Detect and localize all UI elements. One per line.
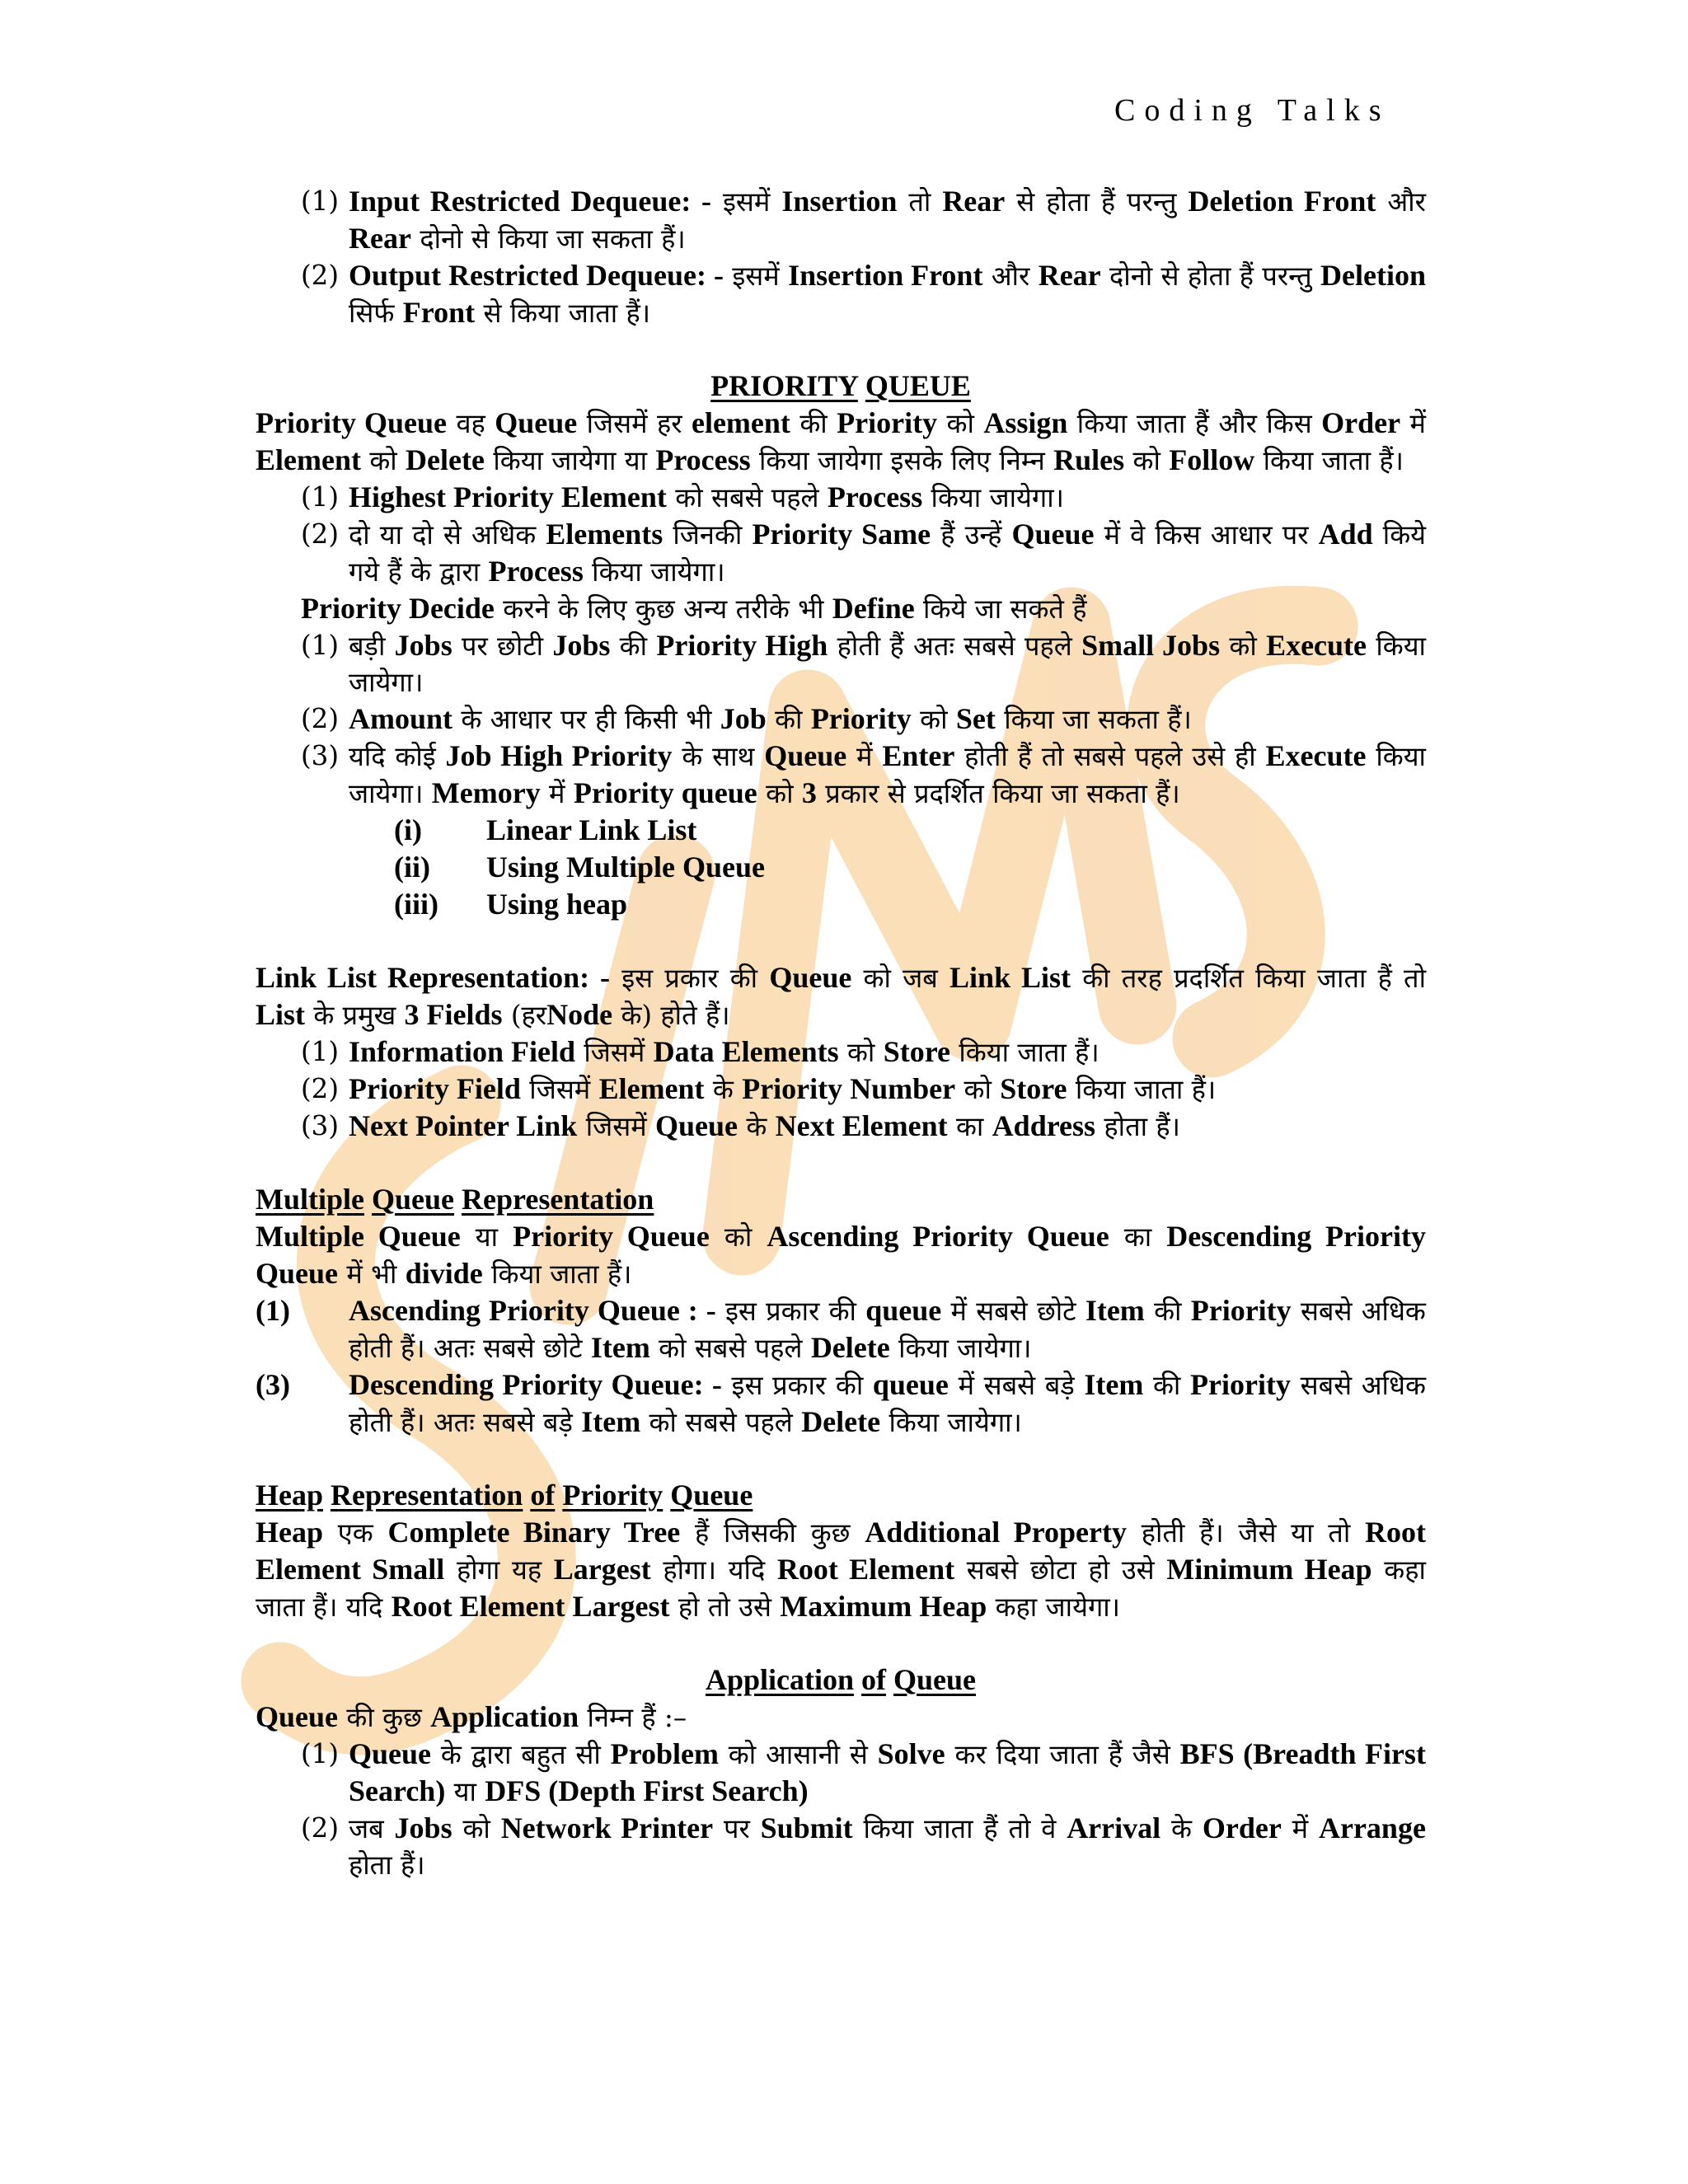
link-list-field-3: (3) Next Pointer Link जिसमें Queue के Next Element का Address होता हैं। xyxy=(301,1109,1180,1142)
priority-rule-1: (1) Highest Priority Element को सबसे पहले Process किया जायेगा। xyxy=(301,480,1064,513)
ascending-priority-queue: (1) Ascending Priority Queue : - इस प्रकार की queue में सबसे छोटे Item की Priority सबसे अधिक होती हैं। अतः सबसे छोटे Item को सबसे पहले Delete किया जायेगा। xyxy=(256,1294,1426,1364)
representation-type-3: (iii) Using heap xyxy=(394,888,628,921)
representation-type-2: (ii) Using Multiple Queue xyxy=(394,851,766,883)
multiple-queue-heading: Multiple Queue Representation xyxy=(256,1183,654,1216)
link-list-field-1: (1) Information Field जिसमें Data Elements को Store किया जाता हैं। xyxy=(301,1035,1100,1068)
priority-way-3: (3) यदि कोई Job High Priority के साथ Queue में Enter होती हैं तो सबसे पहले उसे ही Execute किया जायेगा। Memory में Priority queue को 3 प्रकार से प्रदर्शित किया जा सकता हैं। xyxy=(301,739,1426,809)
link-list-field-2: (2) Priority Field जिसमें Element के Priority Number को Store किया जाता हैं। xyxy=(301,1072,1217,1105)
priority-queue-heading: PRIORITY QUEUE xyxy=(710,369,971,402)
application-item-1: (1) Queue के द्वारा बहुत सी Problem को आसानी से Solve कर दिया जाता हैं जैसे BFS (Breadth First Search) या DFS (Depth First Search) xyxy=(301,1737,1426,1807)
application-heading: Application of Queue xyxy=(705,1663,977,1696)
representation-type-1: (i) Linear Link List xyxy=(394,813,697,846)
priority-decide-line: Priority Decide करने के लिए कुछ अन्य तरीके भी Define किये जा सकते हैं xyxy=(301,592,1087,625)
document-body xyxy=(256,183,1426,1883)
link-list-intro: Link List Representation: - इस प्रकार की Queue को जब Link List की तरह प्रदर्शित किया जाता हैं तो List के प्रमुख 3 Fields (हरNode के) होते हैं। xyxy=(256,961,1426,1031)
priority-rule-2: (2) दो या दो से अधिक Elements जिनकी Priority Same हैं उन्हें Queue में वे किस आधार पर Add किये गये हैं के द्वारा Process किया जायेगा। xyxy=(301,518,1427,588)
input-restricted-dequeue: (1) Input Restricted Dequeue: - इसमें Insertion तो Rear से होता हैं परन्तु Deletion Front और Rear दोनो से किया जा सकता हैं। xyxy=(301,185,1426,255)
priority-queue-intro: Priority Queue वह Queue जिसमें हर element की Priority को Assign किया जाता हैं और किस Order में Element को Delete किया जायेगा या Process किया जायेगा इसके लिए निम्न Rules को Follow किया जाता हैं। xyxy=(256,406,1426,476)
priority-way-2: (2) Amount के आधार पर ही किसी भी Job की Priority को Set किया जा सकता हैं। xyxy=(301,702,1192,735)
descending-priority-queue: (3) Descending Priority Queue: - इस प्रकार की queue में सबसे बड़े Item की Priority सबसे अधिक होती हैं। अतः सबसे बड़े Item को सबसे पहले Delete किया जायेगा। xyxy=(256,1368,1426,1438)
multiple-queue-intro: Multiple Queue या Priority Queue को Ascending Priority Queue का Descending Priority Queue में भी divide किया जाता हैं। xyxy=(256,1220,1426,1290)
page-header: Coding Talks xyxy=(1114,93,1390,128)
application-item-2: (2) जब Jobs को Network Printer पर Submit किया जाता हैं तो वे Arrival के Order में Arrange होता हैं। xyxy=(301,1811,1426,1881)
application-intro: Queue की कुछ Application निम्न हैं :– xyxy=(256,1700,687,1733)
output-restricted-dequeue: (2) Output Restricted Dequeue: - इसमें Insertion Front और Rear दोनो से होता हैं परन्तु Deletion सिर्फ Front से किया जाता हैं। xyxy=(301,259,1426,329)
heap-representation-text: Heap एक Complete Binary Tree हैं जिसकी कुछ Additional Property होती हैं। जैसे या तो Root Element Small होगा यह Largest होगा। यदि Root Element सबसे छोटा हो उसे Minimum Heap कहा जाता हैं। यदि Root Element Largest हो तो उसे Maximum Heap कहा जायेगा। xyxy=(256,1516,1426,1623)
priority-way-1: (1) बड़ी Jobs पर छोटी Jobs की Priority High होती हैं अतः सबसे पहले Small Jobs को Execute किया जायेगा। xyxy=(301,629,1426,698)
heap-representation-heading: Heap Representation of Priority Queue xyxy=(256,1479,753,1511)
